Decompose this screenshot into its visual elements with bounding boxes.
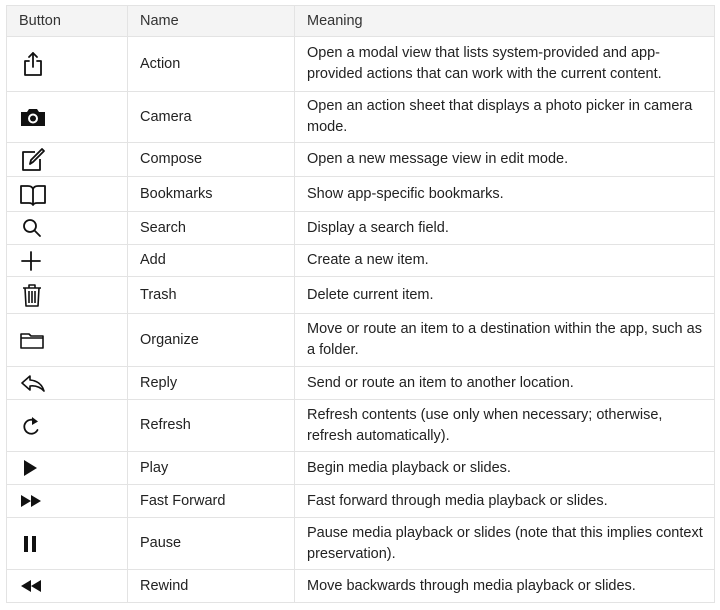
table-row [7,212,715,245]
row-name: Search [128,212,295,245]
table-row [7,143,715,177]
bookmarks-icon [19,181,47,207]
row-meaning: Display a search field. [295,212,715,245]
row-meaning: Pause media playback or slides (note that this implies context preservation). [295,518,715,570]
row-meaning: Refresh contents (use only when necessary; otherwise, refresh automatically). [295,400,715,452]
row-name: Bookmarks [128,177,295,212]
row-meaning: Open a new message view in edit mode. [295,143,715,177]
row-meaning: Open a modal view that lists system-provided and app-provided actions that can work with the current content. [295,37,715,92]
row-name: Refresh [128,400,295,452]
table-row [7,245,715,277]
row-name: Reply [128,367,295,400]
add-icon [19,248,47,274]
row-name: Add [128,245,295,277]
compose-icon [19,147,47,173]
table-row [7,37,715,92]
row-meaning: Move or route an item to a destination within the app, such as a folder. [295,314,715,367]
header-meaning: Meaning [295,6,715,37]
row-name: Fast Forward [128,485,295,518]
organize-icon [19,327,47,353]
table-row [7,314,715,367]
table-row [7,177,715,212]
row-meaning: Move backwards through media playback or slides. [295,570,715,603]
row-name: Organize [128,314,295,367]
row-meaning: Send or route an item to another location. [295,367,715,400]
row-name: Trash [128,277,295,314]
row-meaning: Open an action sheet that displays a photo picker in camera mode. [295,92,715,143]
row-name: Rewind [128,570,295,603]
row-name: Camera [128,92,295,143]
header-button: Button [7,6,128,37]
table-row [7,400,715,452]
table-row [7,277,715,314]
trash-icon [19,282,47,308]
row-name: Play [128,452,295,485]
row-name: Action [128,37,295,92]
table-row [7,518,715,570]
header-name: Name [128,6,295,37]
table-row [7,485,715,518]
play-icon [19,455,47,481]
refresh-icon [19,413,47,439]
row-name: Compose [128,143,295,177]
table-row [7,367,715,400]
row-meaning: Create a new item. [295,245,715,277]
row-meaning: Begin media playback or slides. [295,452,715,485]
reply-icon [19,370,47,396]
row-name: Pause [128,518,295,570]
action-icon [19,51,47,77]
pause-icon [19,531,47,557]
search-icon [19,215,47,241]
row-meaning: Delete current item. [295,277,715,314]
table-row [7,92,715,143]
fast-forward-icon [19,488,47,514]
row-meaning: Fast forward through media playback or slides. [295,485,715,518]
table-row [7,452,715,485]
toolbar-buttons-table [6,5,715,603]
table-header-row [7,6,715,37]
rewind-icon [19,573,47,599]
table-row [7,570,715,603]
row-meaning: Show app-specific bookmarks. [295,177,715,212]
camera-icon [19,104,47,130]
